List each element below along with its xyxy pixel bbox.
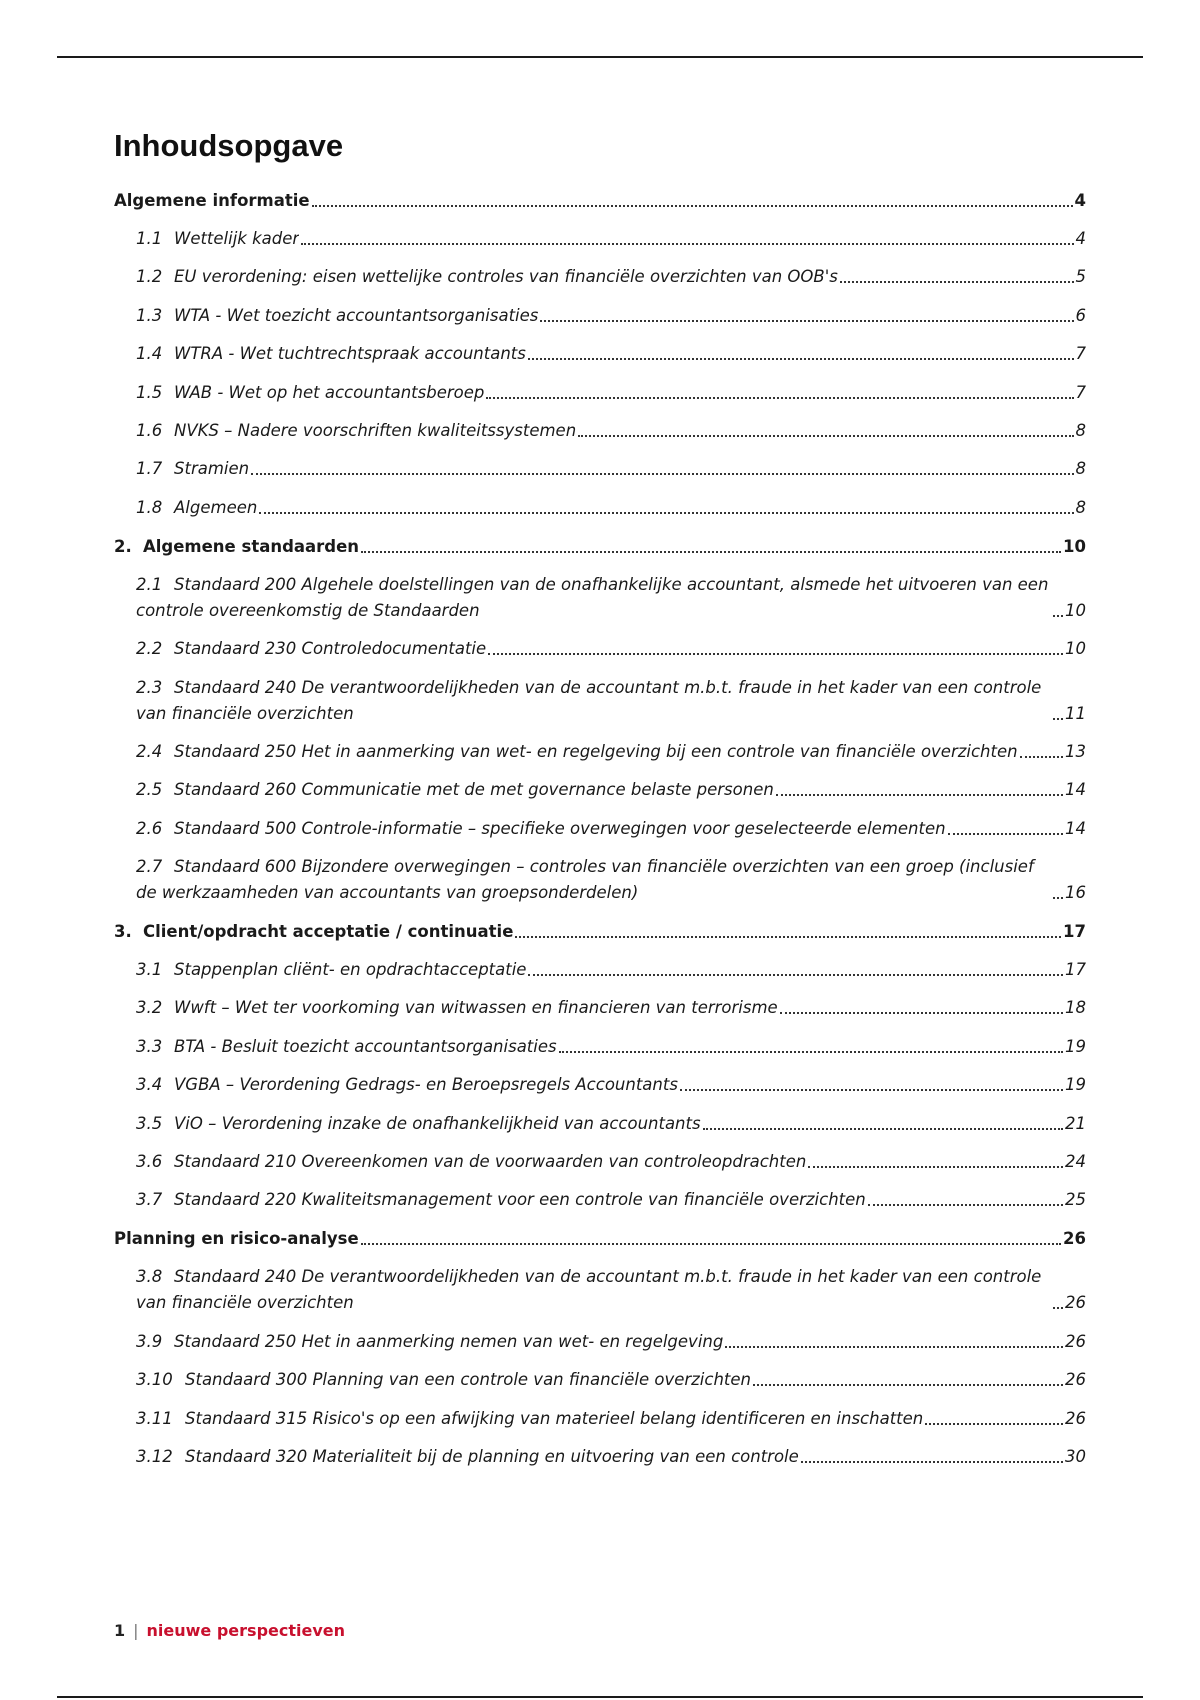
toc-heading-client-acceptatie[interactable]: [114, 919, 1086, 945]
toc-heading-algemene-standaarden[interactable]: [114, 534, 1086, 560]
toc-page-number: 8: [1075, 420, 1086, 440]
toc-entry-label: Algemeen: [174, 497, 258, 517]
toc-heading-algemene-informatie[interactable]: [114, 188, 1086, 214]
toc-page-number: 17: [1063, 922, 1086, 942]
toc-entry-number: 3.12: [136, 1446, 173, 1466]
toc-page-number: 10: [1065, 639, 1086, 659]
toc-entry-number: 3.2: [136, 998, 163, 1018]
toc-entry-2-6[interactable]: [114, 816, 1086, 842]
toc-entry-2-7[interactable]: [114, 854, 1086, 906]
toc-heading-number: 3.: [114, 922, 132, 942]
toc-entry-3-9[interactable]: [114, 1329, 1086, 1355]
toc-page-number: 26: [1063, 1229, 1086, 1249]
toc-page-number: 21: [1065, 1113, 1086, 1133]
toc-entry-number: 2.3: [136, 677, 163, 697]
toc-entry-1-7[interactable]: [114, 456, 1086, 482]
toc-heading-label: Planning en risico-analyse: [114, 1229, 359, 1249]
toc-entry-number: 1.4: [136, 344, 163, 364]
toc-page-number: 14: [1065, 780, 1086, 800]
toc-entry-label: Stramien: [174, 459, 250, 479]
toc-entry-3-12[interactable]: [114, 1444, 1086, 1470]
toc-page-number: 16: [1065, 883, 1086, 903]
toc-entry-number: 2.7: [136, 857, 163, 877]
toc-entry-label: Wettelijk kader: [174, 229, 300, 248]
toc-entry-number: 3.5: [136, 1113, 163, 1133]
toc-entry-label: Standaard 210 Overeenkomen van de voorwaarden van controleopdrachten: [174, 1152, 807, 1172]
toc-entry-number: 1.7: [136, 459, 163, 479]
toc-entry-3-5[interactable]: [114, 1111, 1086, 1137]
toc-entry-2-3[interactable]: [114, 675, 1086, 727]
toc-entry-1-2[interactable]: [114, 264, 1086, 290]
dot-leader: [528, 358, 1074, 360]
toc-entry-2-2[interactable]: [114, 636, 1086, 662]
dot-leader: [948, 833, 1063, 835]
dot-leader: [808, 1166, 1063, 1168]
toc-entry-label: WTA - Wet toezicht accountantsorganisaties: [174, 305, 539, 325]
toc-entry-number: 2.2: [136, 639, 163, 659]
toc-page-number: 10: [1065, 600, 1086, 620]
toc-page-number: 14: [1065, 818, 1086, 838]
toc-entry-label: Standaard 220 Kwaliteitsmanagement voor een controle van financiële overzichten: [174, 1190, 866, 1210]
page-title: Inhoudsopgave: [114, 128, 344, 163]
toc-entry-3-7[interactable]: [114, 1187, 1086, 1213]
toc-heading-label: Algemene informatie: [114, 191, 310, 210]
footer-brand: nieuwe perspectieven: [146, 1621, 346, 1640]
dot-leader: [486, 397, 1073, 399]
header-rule: [57, 56, 1143, 58]
toc-page-number: 25: [1065, 1190, 1086, 1210]
toc-entry-3-4[interactable]: [114, 1072, 1086, 1098]
dot-leader: [312, 205, 1073, 207]
toc-entry-number: 3.9: [136, 1331, 163, 1351]
toc-entry-number: 1.8: [136, 497, 163, 517]
toc-entry-label: VGBA – Verordening Gedrags- en Beroepsregels Accountants: [174, 1075, 678, 1095]
dot-leader: [868, 1204, 1063, 1206]
toc-page-number: 4: [1075, 229, 1086, 248]
toc-entry-number: 3.10: [136, 1370, 173, 1390]
dot-leader: [559, 1051, 1063, 1053]
footer-rule: [57, 1696, 1143, 1698]
toc-entry-label: WAB - Wet op het accountantsberoep: [174, 382, 485, 402]
toc-entry-label: EU verordening: eisen wettelijke controles van financiële overzichten van OOB's: [174, 267, 838, 287]
toc-entry-number: 1.1: [136, 229, 163, 248]
toc-page-number: 26: [1065, 1331, 1086, 1351]
toc-entry-1-6[interactable]: [114, 418, 1086, 444]
footer-page-number: 1: [114, 1621, 126, 1640]
toc-entry-number: 2.1: [136, 574, 163, 594]
toc-entry-3-11[interactable]: [114, 1406, 1086, 1432]
toc-entry-number: 3.4: [136, 1075, 163, 1095]
footer-separator: |: [133, 1621, 139, 1640]
toc-entry-number: 2.4: [136, 741, 163, 761]
toc-page-number: 19: [1065, 1036, 1086, 1056]
toc-entry-label: BTA - Besluit toezicht accountantsorganisaties: [174, 1036, 557, 1056]
page-footer: [114, 1620, 345, 1642]
dot-leader: [528, 974, 1063, 976]
toc-entry-2-5[interactable]: [114, 777, 1086, 803]
toc-entry-label: Standaard 600 Bijzondere overwegingen – controles van financiële overzichten van een groep (inclusief de werkzaamheden van accountants van groepsonderdelen): [136, 857, 1034, 903]
toc-entry-number: 3.6: [136, 1152, 163, 1172]
toc-entry-2-1[interactable]: [114, 572, 1086, 624]
toc-page-number: 10: [1063, 536, 1086, 556]
dot-leader: [725, 1346, 1063, 1348]
toc-section: [114, 1226, 1086, 1470]
toc-page-number: 30: [1065, 1446, 1086, 1466]
toc-heading-number: 2.: [114, 536, 132, 556]
toc-entry-label: Standaard 250 Het in aanmerking van wet- en regelgeving bij een controle van financiële overzichten: [174, 741, 1018, 761]
toc-entry-1-3[interactable]: [114, 303, 1086, 329]
toc-page-number: 8: [1075, 459, 1086, 479]
dot-leader: [1053, 718, 1063, 720]
toc-entry-label: Standaard 500 Controle-informatie – specifieke overwegingen voor geselecteerde elementen: [174, 818, 946, 838]
toc-page-number: 19: [1065, 1075, 1086, 1095]
toc-entry-3-3[interactable]: [114, 1034, 1086, 1060]
dot-leader: [251, 473, 1073, 475]
toc-entry-label: Standaard 320 Materialiteit bij de planning en uitvoering van een controle: [185, 1446, 799, 1466]
toc-entry-number: 2.6: [136, 818, 163, 838]
toc-heading-planning-risico-analyse[interactable]: [114, 1226, 1086, 1252]
toc-entry-label: ViO – Verordening inzake de onafhankelijkheid van accountants: [174, 1113, 701, 1133]
toc-entry-3-10[interactable]: [114, 1367, 1086, 1393]
dot-leader: [680, 1089, 1063, 1091]
toc-entry-number: 3.11: [136, 1408, 173, 1428]
dot-leader: [1020, 756, 1063, 758]
toc-heading-label: Algemene standaarden: [143, 536, 360, 556]
dot-leader: [801, 1461, 1063, 1463]
dot-leader: [703, 1128, 1063, 1130]
toc-entry-number: 1.6: [136, 420, 163, 440]
toc-entry-3-1[interactable]: [114, 957, 1086, 983]
toc-entry-1-8[interactable]: [114, 495, 1086, 521]
dot-leader: [515, 936, 1061, 938]
toc-page-number: 24: [1065, 1152, 1086, 1172]
table-of-contents: [114, 188, 1086, 1482]
toc-page-number: 5: [1075, 267, 1086, 287]
toc-entry-label: NVKS – Nadere voorschriften kwaliteitssystemen: [174, 420, 577, 440]
dot-leader: [925, 1423, 1063, 1425]
toc-entry-3-2[interactable]: [114, 995, 1086, 1021]
dot-leader: [1053, 1307, 1063, 1309]
toc-page-number: 18: [1065, 998, 1086, 1018]
toc-entry-2-4[interactable]: [114, 739, 1086, 765]
toc-heading-label: Client/opdracht acceptatie / continuatie: [143, 922, 514, 942]
toc-page-number: 7: [1075, 382, 1086, 402]
toc-page-number: 7: [1075, 344, 1086, 364]
dot-leader: [780, 1012, 1063, 1014]
toc-page-number: 6: [1075, 305, 1086, 325]
toc-entry-label: Standaard 240 De verantwoordelijkheden van de accountant m.b.t. fraude in het kader van een controle van financiële overzichten: [136, 1267, 1042, 1313]
dot-leader: [1053, 615, 1063, 617]
toc-entry-label: WTRA - Wet tuchtrechtspraak accountants: [174, 344, 526, 364]
toc-section: [114, 919, 1086, 1213]
toc-entry-number: 2.5: [136, 780, 163, 800]
toc-entry-number: 3.8: [136, 1267, 163, 1287]
toc-entry-label: Stappenplan cliënt- en opdrachtacceptatie: [174, 960, 527, 980]
toc-entry-number: 1.2: [136, 267, 163, 287]
toc-entry-3-6[interactable]: [114, 1149, 1086, 1175]
dot-leader: [776, 794, 1063, 796]
dot-leader: [540, 320, 1073, 322]
dot-leader: [259, 512, 1073, 514]
toc-entry-label: Standaard 200 Algehele doelstellingen van de onafhankelijke accountant, alsmede het uitvoeren van een controle overeenkomstig de Standaarden: [136, 574, 1049, 620]
toc-entry-label: Standaard 260 Communicatie met de met governance belaste personen: [174, 780, 774, 800]
dot-leader: [361, 551, 1061, 553]
dot-leader: [753, 1384, 1063, 1386]
toc-entry-label: Standaard 250 Het in aanmerking nemen van wet- en regelgeving: [174, 1331, 724, 1351]
toc-entry-label: Standaard 300 Planning van een controle van financiële overzichten: [185, 1370, 752, 1390]
dot-leader: [1053, 897, 1063, 899]
toc-entry-1-4[interactable]: [114, 341, 1086, 367]
dot-leader: [578, 435, 1073, 437]
dot-leader: [361, 1243, 1061, 1245]
toc-page-number: 11: [1065, 703, 1086, 723]
toc-entry-1-5[interactable]: [114, 380, 1086, 406]
toc-entry-number: 3.1: [136, 960, 163, 980]
toc-entry-number: 3.3: [136, 1036, 163, 1056]
toc-page-number: 17: [1065, 960, 1086, 980]
toc-page-number: 8: [1075, 497, 1086, 517]
toc-page-number: 26: [1065, 1370, 1086, 1390]
toc-entry-1-1[interactable]: [114, 226, 1086, 252]
toc-page-number: 4: [1074, 191, 1086, 210]
dot-leader: [488, 653, 1063, 655]
toc-entry-number: 3.7: [136, 1190, 163, 1210]
toc-entry-label: Standaard 230 Controledocumentatie: [174, 639, 487, 659]
toc-page-number: 26: [1065, 1408, 1086, 1428]
toc-entry-number: 1.5: [136, 382, 163, 402]
toc-section: [114, 534, 1086, 906]
toc-page-number: 13: [1065, 741, 1086, 761]
toc-section: [114, 188, 1086, 521]
toc-entry-number: 1.3: [136, 305, 163, 325]
dot-leader: [301, 243, 1073, 245]
toc-entry-label: Standaard 315 Risico's op een afwijking van materieel belang identificeren en inschatten: [185, 1408, 924, 1428]
toc-entry-label: Standaard 240 De verantwoordelijkheden van de accountant m.b.t. fraude in het kader van een controle van financiële overzichten: [136, 677, 1042, 723]
toc-entry-label: Wwft – Wet ter voorkoming van witwassen en financieren van terrorisme: [174, 998, 778, 1018]
toc-entry-3-8[interactable]: [114, 1264, 1086, 1316]
dot-leader: [840, 281, 1074, 283]
toc-page-number: 26: [1065, 1293, 1086, 1313]
